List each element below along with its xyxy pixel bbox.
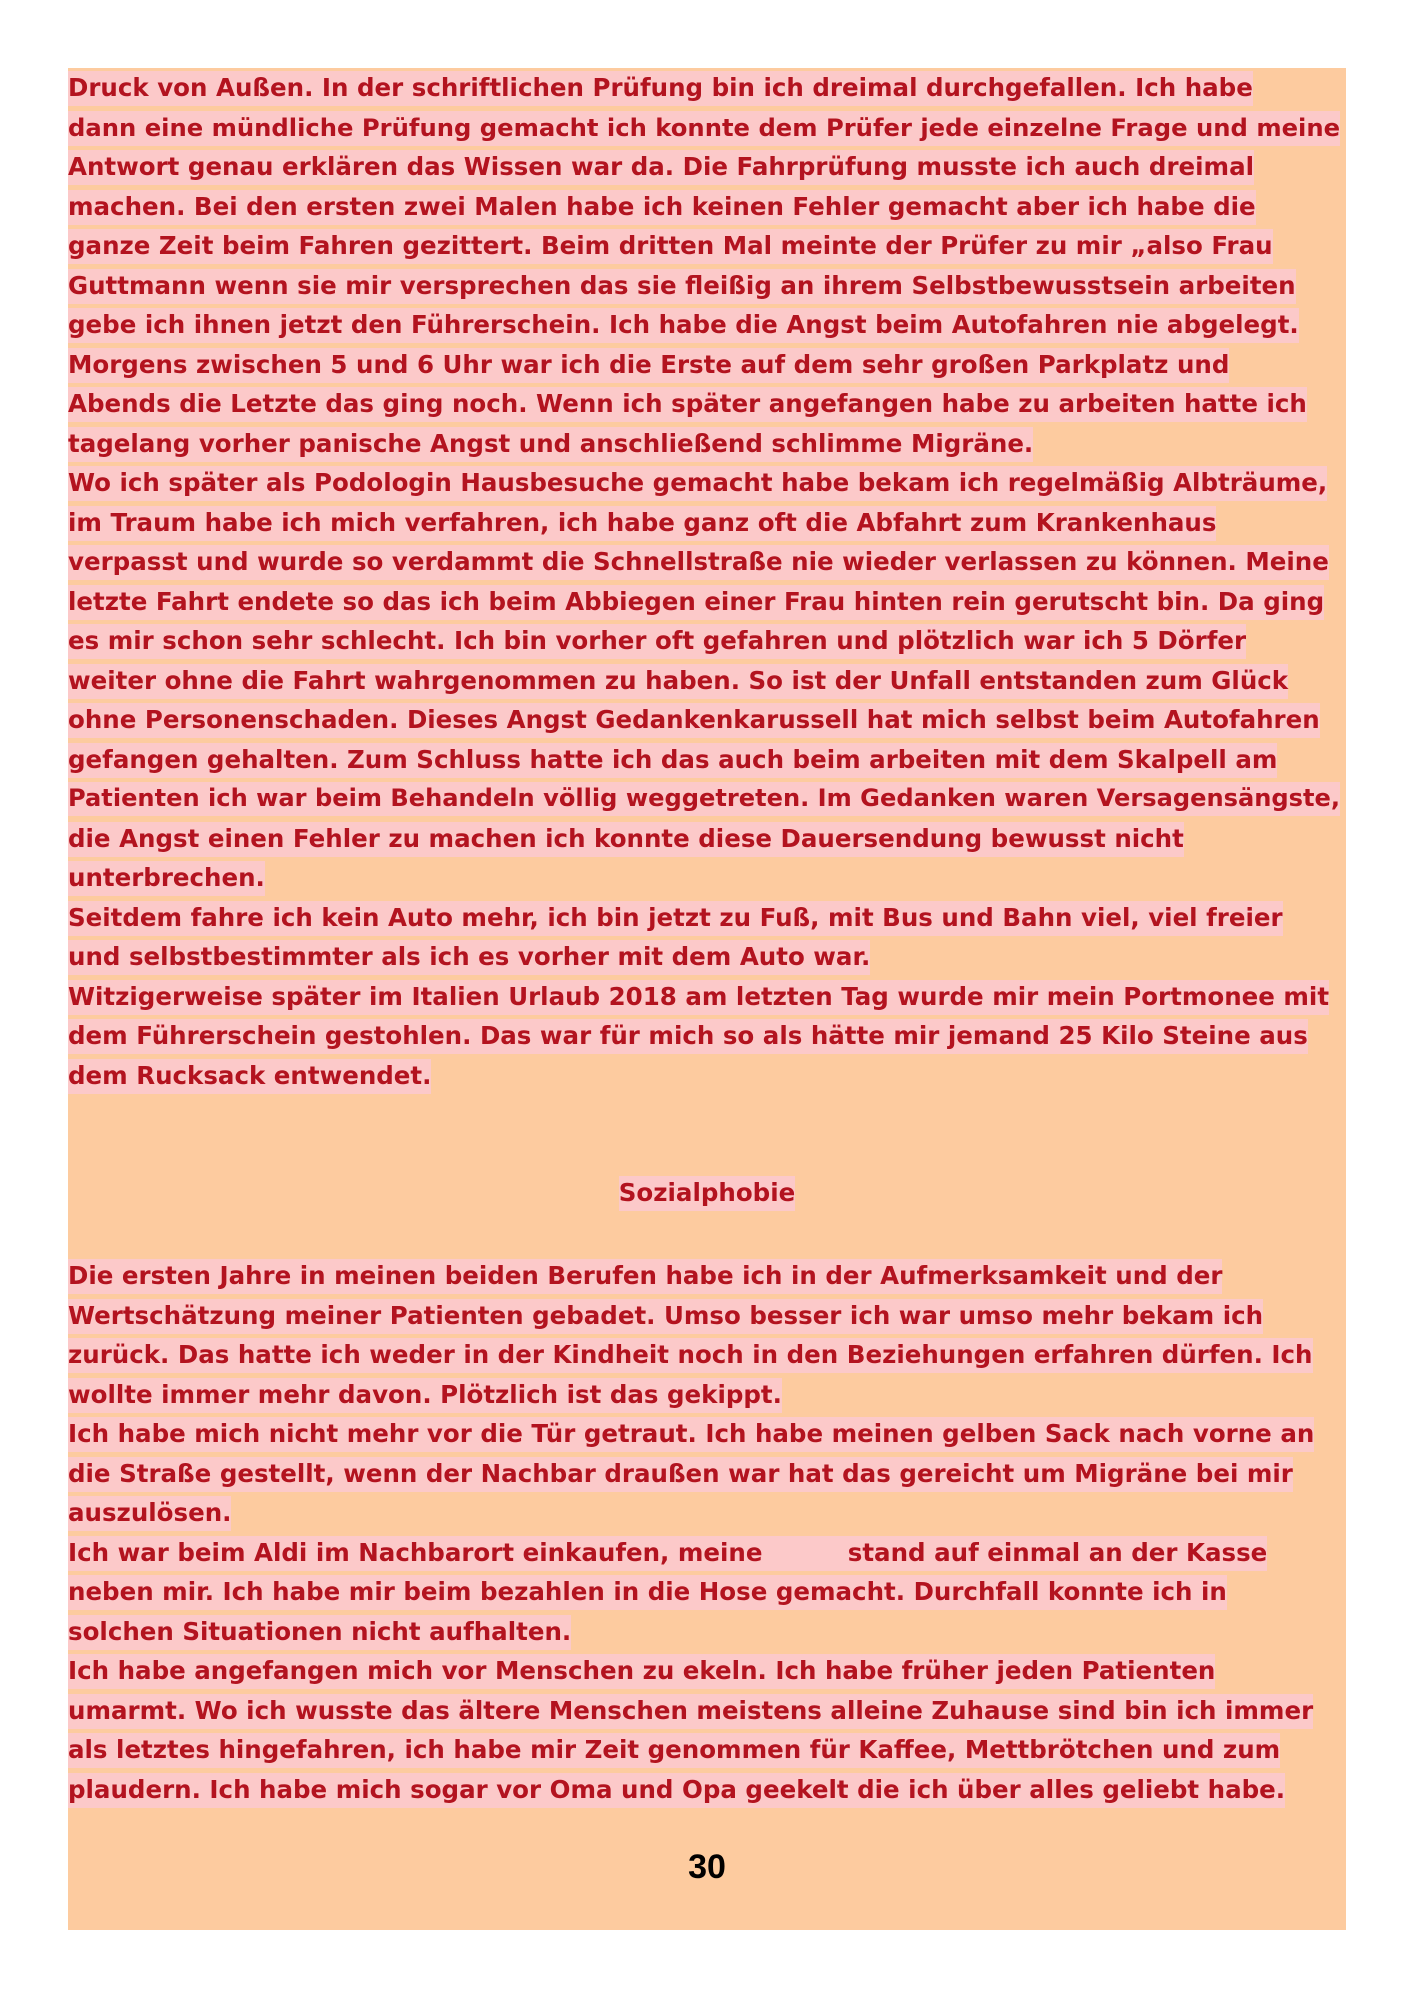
text-line: es mir schon sehr schlecht. Ich bin vorher oft gefahren und plötzlich war ich 5 Dörfer: [68, 621, 1346, 661]
text-line: machen. Bei den ersten zwei Malen habe ich keinen Fehler gemacht aber ich habe die: [68, 187, 1346, 227]
text-line: ganze Zeit beim Fahren gezittert. Beim dritten Mal meinte der Prüfer zu mir „also Frau: [68, 226, 1346, 266]
text-line: neben mir. Ich habe mir beim bezahlen in die Hose gemacht. Durchfall konnte ich in: [68, 1572, 1346, 1612]
body-text-section-1: [68, 68, 1346, 1095]
text-line: Ich habe mich nicht mehr vor die Tür getraut. Ich habe meinen gelben Sack nach vorne an: [68, 1414, 1346, 1454]
text-line: Morgens zwischen 5 und 6 Uhr war ich die Erste auf dem sehr großen Parkplatz und: [68, 345, 1346, 385]
text-line: wollte immer mehr davon. Plötzlich ist das gekippt.: [68, 1375, 1346, 1415]
text-line: Ich habe angefangen mich vor Menschen zu ekeln. Ich habe früher jeden Patienten: [68, 1651, 1346, 1691]
text-line: ohne Personenschaden. Dieses Angst Gedankenkarussell hat mich selbst beim Autofahren: [68, 700, 1346, 740]
text-line: Abends die Letzte das ging noch. Wenn ich später angefangen habe zu arbeiten hatte ich: [68, 384, 1346, 424]
text-line: auszulösen.: [68, 1493, 1346, 1533]
text-line: letzte Fahrt endete so das ich beim Abbiegen einer Frau hinten rein gerutscht bin. Da ging: [68, 582, 1346, 622]
text-line: Guttmann wenn sie mir versprechen das sie fleißig an ihrem Selbstbewusstsein arbeiten: [68, 266, 1346, 306]
body-text-section-2: [68, 1256, 1346, 1809]
text-line: als letztes hingefahren, ich habe mir Zeit genommen für Kaffee, Mettbrötchen und zum: [68, 1730, 1346, 1770]
text-line: tagelang vorher panische Angst und anschließend schlimme Migräne.: [68, 424, 1346, 464]
text-line: solchen Situationen nicht aufhalten.: [68, 1612, 1346, 1652]
text-line: umarmt. Wo ich wusste das ältere Menschen meistens alleine Zuhause sind bin ich immer: [68, 1691, 1346, 1731]
page-number: 30: [688, 1848, 726, 1886]
text-line: dann eine mündliche Prüfung gemacht ich konnte dem Prüfer jede einzelne Frage und meine: [68, 108, 1346, 148]
text-line: Wertschätzung meiner Patienten gebadet. Umso besser ich war umso mehr bekam ich: [68, 1296, 1346, 1336]
text-line: die Angst einen Fehler zu machen ich konnte diese Dauersendung bewusst nicht: [68, 819, 1346, 859]
text-line: im Traum habe ich mich verfahren, ich habe ganz oft die Abfahrt zum Krankenhaus: [68, 503, 1346, 543]
page: [68, 68, 1346, 1930]
text-line: gefangen gehalten. Zum Schluss hatte ich das auch beim arbeiten mit dem Skalpell am: [68, 740, 1346, 780]
text-line: dem Führerschein gestohlen. Das war für mich so als hätte mir jemand 25 Kilo Steine aus: [68, 1016, 1346, 1056]
text-line: Witzigerweise später im Italien Urlaub 2018 am letzten Tag wurde mir mein Portmonee mit: [68, 977, 1346, 1017]
section-heading: Sozialphobie: [68, 1178, 1346, 1207]
text-line: unterbrechen.: [68, 858, 1346, 898]
text-line: Patienten ich war beim Behandeln völlig weggetreten. Im Gedanken waren Versagensängste,: [68, 779, 1346, 819]
text-line: Ich war beim Aldi im Nachbarort einkaufen, meine stand auf einmal an der Kasse: [68, 1533, 1346, 1573]
text-line: plaudern. Ich habe mich sogar vor Oma und Opa geekelt die ich über alles geliebt habe.: [68, 1770, 1346, 1810]
text-line: zurück. Das hatte ich weder in der Kindheit noch in den Beziehungen erfahren dürfen. Ich: [68, 1335, 1346, 1375]
text-line: Druck von Außen. In der schriftlichen Prüfung bin ich dreimal durchgefallen. Ich habe: [68, 68, 1346, 108]
text-line: Wo ich später als Podologin Hausbesuche gemacht habe bekam ich regelmäßig Albträume,: [68, 463, 1346, 503]
text-line: die Straße gestellt, wenn der Nachbar draußen war hat das gereicht um Migräne bei mir: [68, 1454, 1346, 1494]
text-line: Seitdem fahre ich kein Auto mehr, ich bin jetzt zu Fuß, mit Bus und Bahn viel, viel freier: [68, 898, 1346, 938]
text-line: Antwort genau erklären das Wissen war da. Die Fahrprüfung musste ich auch dreimal: [68, 147, 1346, 187]
text-line: verpasst und wurde so verdammt die Schnellstraße nie wieder verlassen zu können. Meine: [68, 542, 1346, 582]
text-line: und selbstbestimmter als ich es vorher mit dem Auto war.: [68, 937, 1346, 977]
text-line: Die ersten Jahre in meinen beiden Berufen habe ich in der Aufmerksamkeit und der: [68, 1256, 1346, 1296]
text-line: dem Rucksack entwendet.: [68, 1056, 1346, 1096]
text-line: gebe ich ihnen jetzt den Führerschein. Ich habe die Angst beim Autofahren nie abgelegt.: [68, 305, 1346, 345]
text-line: weiter ohne die Fahrt wahrgenommen zu haben. So ist der Unfall entstanden zum Glück: [68, 661, 1346, 701]
